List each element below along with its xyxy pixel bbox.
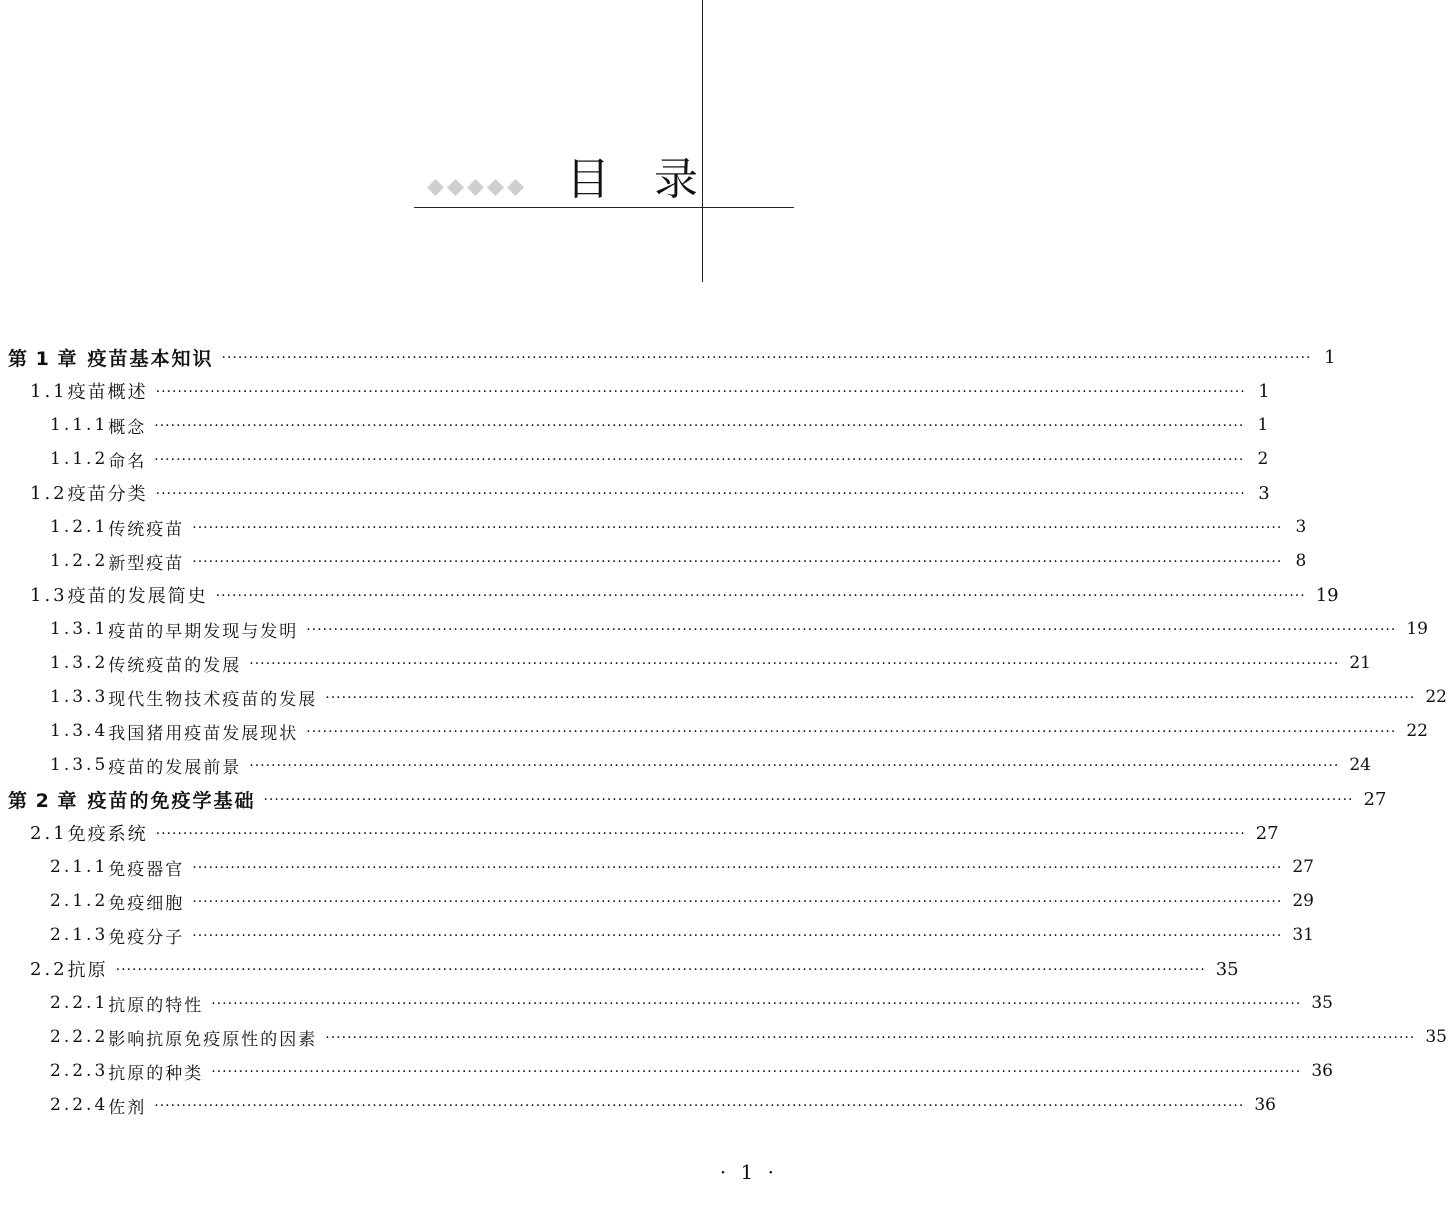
dot-leader: ········································································································································································································ (192, 928, 1283, 944)
toc-entry-number: 1.3.4 (50, 721, 109, 741)
dot-leader: ········································································································································································································ (211, 996, 1302, 1012)
page-number: · 1 · (719, 1160, 778, 1184)
toc-entry-page: 35 (1311, 993, 1333, 1013)
toc-entry-number: 1.2.2 (50, 551, 109, 571)
toc-entry-title: 命名 (108, 451, 147, 472)
toc-entry-title: 影响抗原免疫原性的因素 (108, 1029, 318, 1050)
toc-entry-page: 24 (1349, 755, 1371, 775)
toc-entry-number: 2.2.3 (50, 1061, 109, 1081)
dot-leader: ········································································································································································································ (249, 656, 1340, 672)
toc-entry-title: 抗原的种类 (108, 1063, 204, 1084)
toc-entry[interactable] (0, 748, 1371, 782)
toc-entry[interactable] (0, 408, 1269, 442)
toc-entry[interactable] (0, 1088, 1276, 1122)
toc-entry-title: 传统疫苗 (108, 519, 185, 540)
toc-entry[interactable] (0, 510, 1307, 544)
diamond-icon (487, 179, 504, 196)
dot-leader: ········································································································································································································ (192, 860, 1283, 876)
toc-entry[interactable] (0, 612, 1428, 646)
dot-leader: ········································································································································································································ (263, 792, 1354, 808)
toc-entry[interactable] (0, 680, 1447, 714)
toc-entry-number: 2.2 (30, 958, 68, 980)
toc-entry-page: 1 (1324, 346, 1336, 368)
toc-entry[interactable] (0, 986, 1333, 1020)
toc-entry-title: 概念 (108, 417, 147, 438)
toc-entry-number: 1.1.2 (50, 449, 109, 469)
diamond-icon (507, 179, 524, 196)
toc-entry-page: 35 (1215, 958, 1239, 980)
toc-entry-title: 疫苗的免疫学基础 (87, 789, 256, 812)
toc-entry-number: 1.1 (30, 380, 68, 402)
dot-leader: ········································································································································································································ (154, 418, 1245, 434)
toc-entry-title: 免疫系统 (67, 824, 148, 845)
toc-entry-title: 疫苗基本知识 (87, 347, 214, 370)
toc-entry-title: 疫苗分类 (67, 484, 148, 505)
dot-leader: ········································································································································································································ (115, 962, 1206, 978)
toc-entry-page: 35 (1425, 1027, 1447, 1047)
vertical-rule (702, 0, 703, 282)
toc-entry-title: 疫苗的早期发现与发明 (108, 621, 299, 642)
toc-entry-title: 抗原 (67, 960, 108, 981)
toc-entry-title: 疫苗的发展前景 (108, 757, 242, 778)
page-title: 目录 (566, 154, 742, 205)
dot-leader: ········································································································································································································ (154, 452, 1245, 468)
toc-entry-page: 1 (1258, 380, 1270, 402)
dot-leader: ········································································································································································································ (154, 1098, 1245, 1114)
toc-entry-page: 19 (1315, 584, 1339, 606)
toc-entry[interactable] (0, 816, 1279, 850)
toc-entry[interactable] (0, 544, 1307, 578)
dot-leader: ········································································································································································································ (155, 486, 1246, 502)
toc-entry-number: 1.3.5 (50, 755, 109, 775)
toc-entry-number: 2.2.4 (50, 1095, 109, 1115)
toc-entry-page: 29 (1292, 891, 1314, 911)
toc-entry-page: 22 (1425, 687, 1447, 707)
dot-leader: ········································································································································································································ (306, 724, 1397, 740)
toc-entry-number: 2.1.1 (50, 857, 109, 877)
toc-entry-title: 疫苗的发展简史 (67, 586, 208, 607)
toc-entry[interactable] (0, 918, 1314, 952)
toc-entry-title: 抗原的特性 (108, 995, 204, 1016)
toc-entry-number: 2.1.3 (50, 925, 109, 945)
toc-entry-title: 现代生物技术疫苗的发展 (108, 689, 318, 710)
toc-entry[interactable] (0, 782, 1387, 816)
toc-entry-page: 36 (1311, 1061, 1333, 1081)
dot-leader: ········································································································································································································ (155, 384, 1246, 400)
toc-entry-title: 我国猪用疫苗发展现状 (108, 723, 299, 744)
toc-entry-page: 8 (1295, 551, 1307, 571)
dot-leader: ········································································································································································································ (192, 554, 1283, 570)
dot-leader: ········································································································································································································ (325, 1030, 1416, 1046)
diamond-icon (447, 179, 464, 196)
toc-entry-number: 1.1.1 (50, 415, 109, 435)
toc-entry-title: 免疫细胞 (108, 893, 185, 914)
toc-entry-page: 22 (1406, 721, 1428, 741)
toc-entry[interactable] (0, 374, 1270, 408)
toc-entry-page: 31 (1292, 925, 1314, 945)
toc-entry-number: 1.3.1 (50, 619, 109, 639)
dot-leader: ········································································································································································································ (249, 758, 1340, 774)
toc-entry[interactable] (0, 476, 1270, 510)
toc-entry[interactable] (0, 850, 1314, 884)
toc-entry-page: 27 (1363, 788, 1387, 810)
toc-entry[interactable] (0, 578, 1339, 612)
toc-entry-number: 1.3.2 (50, 653, 109, 673)
toc-entry-page: 27 (1292, 857, 1314, 877)
toc-entry[interactable] (0, 884, 1314, 918)
toc-entry-number: 2.2.1 (50, 993, 109, 1013)
dot-leader: ········································································································································································································ (325, 690, 1416, 706)
toc-entry-title: 佐剂 (108, 1097, 147, 1118)
diamond-icon (427, 179, 444, 196)
diamond-ornament (427, 172, 524, 202)
toc-entry-page: 2 (1257, 449, 1269, 469)
dot-leader: ········································································································································································································ (192, 520, 1283, 536)
toc-entry-page: 36 (1254, 1095, 1276, 1115)
toc-entry[interactable] (0, 1054, 1333, 1088)
toc-entry[interactable] (0, 952, 1239, 986)
toc-entry-number: 2.1.2 (50, 891, 109, 911)
diamond-icon (467, 179, 484, 196)
toc-entry-number: 第 2 章 (8, 789, 78, 812)
toc-entry-title: 新型疫苗 (108, 553, 185, 574)
toc-entry[interactable] (0, 340, 1336, 374)
toc-entry-title: 传统疫苗的发展 (108, 655, 242, 676)
toc-entry[interactable] (0, 442, 1269, 476)
toc-entry-page: 21 (1349, 653, 1371, 673)
dot-leader: ········································································································································································································ (155, 826, 1246, 842)
toc-entry-page: 27 (1255, 822, 1279, 844)
toc-entry-number: 2.2.2 (50, 1027, 109, 1047)
toc-entry[interactable] (0, 646, 1371, 680)
dot-leader: ········································································································································································································ (211, 1064, 1302, 1080)
toc-entry-title: 疫苗概述 (67, 382, 148, 403)
toc-entry-number: 2.1 (30, 822, 68, 844)
dot-leader: ········································································································································································································ (221, 350, 1312, 366)
dot-leader: ········································································································································································································ (215, 588, 1306, 604)
toc-entry-number: 1.2.1 (50, 517, 109, 537)
toc-entry[interactable] (0, 714, 1428, 748)
toc-entry-page: 3 (1295, 517, 1307, 537)
toc-entry-number: 第 1 章 (8, 347, 78, 370)
toc-entry[interactable] (0, 1020, 1447, 1054)
toc-entry-title: 免疫分子 (108, 927, 185, 948)
toc-entry-page: 3 (1258, 482, 1270, 504)
toc-entry-page: 19 (1406, 619, 1428, 639)
toc-entry-title: 免疫器官 (108, 859, 185, 880)
toc-entry-page: 1 (1257, 415, 1269, 435)
toc-entry-number: 1.2 (30, 482, 68, 504)
dot-leader: ········································································································································································································ (192, 894, 1283, 910)
toc-entry-number: 1.3 (30, 584, 68, 606)
dot-leader: ········································································································································································································ (306, 622, 1397, 638)
toc-entry-number: 1.3.3 (50, 687, 109, 707)
